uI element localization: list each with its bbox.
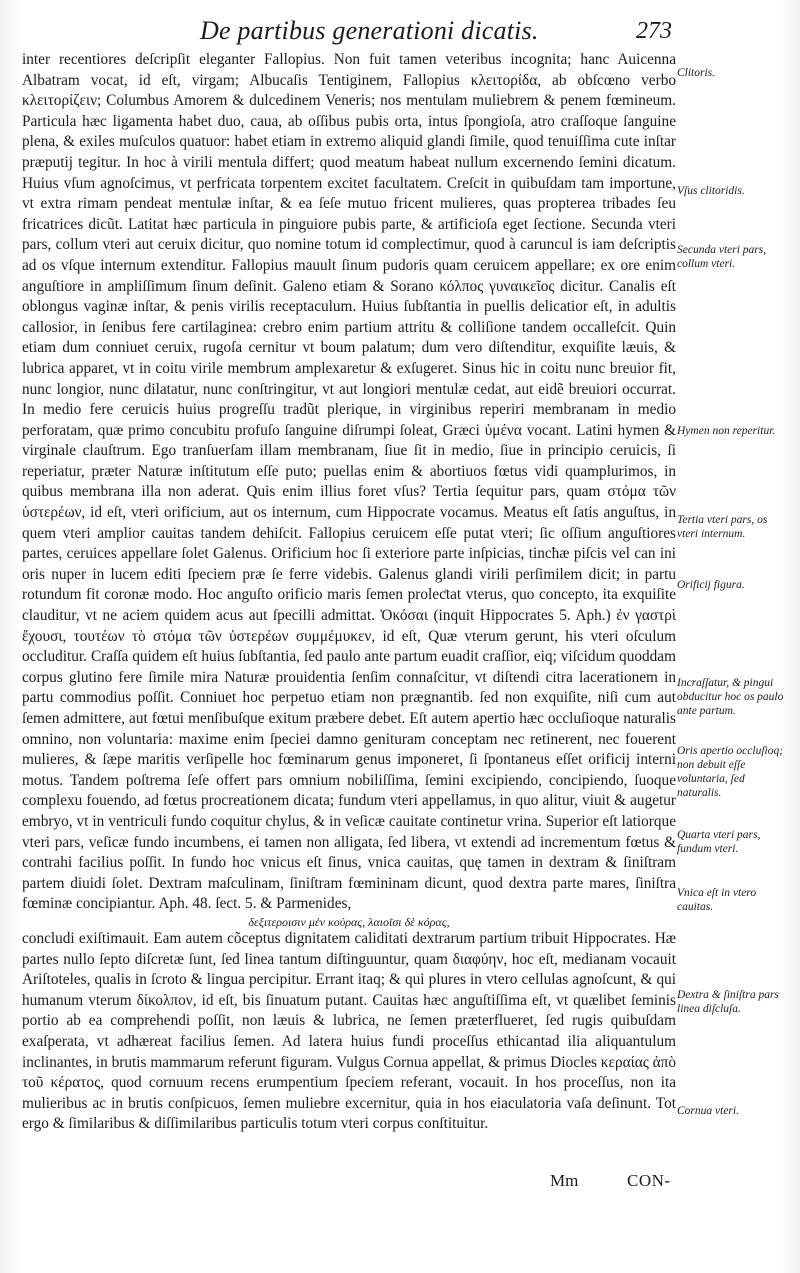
margin-note: Quarta vteri pars, fundum vteri. xyxy=(677,829,761,855)
page-footer xyxy=(0,1167,800,1197)
margin-note: Orificij figura. xyxy=(677,579,745,591)
margin-notes xyxy=(677,0,795,1273)
margin-note: Vſus clitoridis. xyxy=(677,185,745,197)
margin-note: Tertia vteri pars, os vteri internum. xyxy=(677,514,768,540)
body-paragraph: concludi exiſtimauit. Eam autem cõceptus dignitatem caliditati dextrarum partium tribuit Hippocrates. Hæ partes nullo ſepto diſcretæ ſunt, ſed linea tantum diſtinguuntur, quam διαφύην, hoc eſt, medianam vocauit Ariſtoteles, qualis in ſcroto & lingua percipitur. Errant itaq; & qui plures in vtero cellulas agnoſcunt, & qui humanum vterum δίκολπον, id eſt, bis ſinuatum putant. Cauitas hæc anguſtiſſima eſt, vt quælibet ſeminis portio ab ea comprehendi poſſit, non læuis & lubrica, ne ſemen præterflueret, ſed rugis quibuſdam exaſperata, vt adhæreat facilius ſemen. Ad latera huius fundi proceſſus ethicantad ilia aliquantulum inclinantes, in brutis mammarum referunt figuram. Vulgus Cornua appellat, & primus Diocles κεραίας ἀπὸ τοῦ κέρατος, quod cornuum recens erumpentium ſpeciem referant, vocauit. In hos proceſſus, non ita mulieribus ac in brutis conſpicuos, ſemen muliebre excernitur, quia in hos eiaculatoria vaſa deſinunt. Tot ergo & ſimilaribus & diſſimilaribus particulis totum vteri corpus conſtituitur. xyxy=(22,929,676,1133)
main-text-column xyxy=(22,50,676,1135)
catchword: CON- xyxy=(627,1171,671,1190)
margin-note: Clitoris. xyxy=(677,67,716,79)
margin-note: Secunda vteri pars, collum vteri. xyxy=(677,244,767,270)
margin-note: Oris apertio occluſioq; non debuit eſſe voluntaria, ſed naturalis. xyxy=(677,745,784,799)
body-paragraph: inter recentiores deſcripſit eleganter Fallopius. Non fuit tamen veteribus incognita; hanc Auicenna Albatram vocat, id eſt, virgam; Albucaſis Tentiginem, Fallopius κλειτορίδα, ab obſcœno verbo κλειτορίζειν; Columbus Amorem & dulcedinem Veneris; nos mentulam muliebrem & penem fœmineum. Particula hæc ligamenta habet duo, caua, ab oſſibus pubis orta, intus ſpongioſa, atro craſſoque ſanguine plena, & exiles muſculos quatuor: habet etiam in extremo aliquid glandi ſimile, quod tenuiſſima cute inſtar præputij tegitur. In hoc à virili mentula differt; quod meatum habeat nullum excernendo ſemini dicatum. Huius vſum agnoſcimus, vt perfricata torpentem excitet facultatem. Creſcit in quibuſdam tam importune, vt extra rimam pendeat mentulæ inſtar, & ea ſeſe mutuo fricent mulieres, quas propterea tribades ſeu fricatrices dicũt. Latitat hæc particula in pinguiore pubis parte, & artificioſa eget ſectione. Secunda vteri pars, collum vteri aut ceruix dicitur, quo nomine totum id complectimur, quod à caruncul is iam deſcriptis ad os vſque internum extenditur. Fallopius mauult ſinum pudoris quam ceruicem appellare; ex ore enim anguſtiore in ampliſſimum ſinum deſinit. Galeno etiam & Sorano κόλπος γυναικεῖος dicitur. Canalis eſt oblongus vaginæ inſtar, & penis virilis receptaculum. Huius ſubſtantia in puellis delicatior eſt, in adultis callosior, in ſenibus fere cartilaginea: crebro enim partium attritu & colliſione tandem occalleſcit. Quin etiam dum conniuet ceruix, rugoſa cernitur vt boum palatum; dum vero diſtenditur, exquiſite læuis, & lubrica apparet, vt in coitu virile membrum amplexaretur & exſugeret. Sinus hic in coitu nunc breuior fit, nunc longior, nunc dilatatur, nunc conſtringitur, vt aut longiori mentulæ cedat, aut eidẽ breuiori occurrat. In medio fere ceruicis huius progreſſu tradũt plerique, in virginibus reperiri membranam in medio perforatam, quæ primo concubitu profuſo ſanguine diſrumpi ſoleat, Græci ὑμένα vocant. Latini hymen & virginale clauſtrum. Ego tranſuerſam illam membranam, ſiue ſit in medio, ſiue in principio ceruicis, ſi reperiatur, præter Naturæ inſtitutum eſſe puto; puellas enim & abortiuos fœtus vidi quamplurimos, in quibus membrana illa non aderat. Quis enim illius foret vſus? Tertia ſequitur pars, quam στόμα τῶν ὑστερέων, id eſt, vteri orificium, aut os internum, cum Hippocrate vocamus. Meatus eſt ſatis anguſtus, in quem vteri amplior cauitas tandem dehiſcit. Fallopius ceruicem eſſe putat vteri; ſic oſſium anguſtiores partes, ceruices appellare ſolet Galenus. Orificium hoc ſi exteriore parte inſpicias, tincħæ piſcis vel can ini oris nuper in lucem editi ſpeciem præ ſe ferre videbis. Galenus glandi virili perſimilem dicit; in partu rotundum fit coronæ modo. Hoc anguſto orificio maris ſemen proleƈtat vterus, quo concepto, ita exquiſite clauditur, vt ne aciem quidem acus aut ſpecilli admittat. Ὁκόσαι (inquit Hippocrates 5. Aph.) ἐν γαστρὶ ἔχουσι, τουτέων τὸ στόμα τῶν ὑστερέων συμμέμυκεν, id eſt, Quæ vterum gerunt, his vteri oſculum occluditur. Craſſa quidem eſt huius ſubſtantia, ſed paulo ante partum euadit craſſior, eiq; viſcidum quoddam corpus glutino fere ſimile mira Naturæ prouidentia ſenſim connaſcitur, vt diſtendi citra lacerationem in partu commodius poſſit. Conniuet hoc perpetuo etiam non prægnantib. ſed non exquiſite, niſi cum aut ſemen admittere, aut fœtui menſibuſque exitum præbere debet. Eſt autem apertio hæc occluſioque naturalis omnino, non voluntaria: maxime enim ſpeciei damno genituram conceptam nec retinerent, nec fouerent mulieres, & ſæpe maritis verſipelle hoc fœminarum genus imponeret, ſi ſpontaneus eſſet orificij interni motus. Tandem poſtrema ſeſe offert pars omnium nobiliſſima, ſemini excipiendo, concipiendo, ſuoque complexu fouendo, ad fœtus procreationem dicata; fundum vteri appellamus, in quo alitur, viuit & augetur embryo, vt in ventriculi fundo coquitur chylus, & in veſicæ cauitate continetur vrina. Superior eſt latiorque vteri pars, veſicæ fundo incumbens, ei tamen non alligata, ſed libera, vt extendi ad incrementum fœtus & contrahi facilius poſſit. In fundo hoc vnicus eſt ſinus, vnica cauitas, quę tamen in dextram & ſiniſtram partem diuidi ſolet. Dextram maſculinam, ſiniſtram fœmininam dicunt, quod dextra parte mares, ſiniſtra fœminæ concipiantur. Aph. 48. ſect. 5. & Parmenides, xyxy=(22,51,676,913)
margin-note: Vnica eſt in vtero cauitas. xyxy=(677,887,757,913)
margin-note: Dextra & ſiniſtra pars linea diſcluſa. xyxy=(677,989,779,1015)
greek-verse: δεξιτεροισιν μὲν κούρας, λαιοῖσι δὲ κόρας, xyxy=(248,914,450,929)
signature-mark: Mm xyxy=(550,1171,579,1190)
page-number: 273 xyxy=(636,18,672,44)
margin-note: Incraſſatur, & pingui obducitur hoc os paulo ante partum. xyxy=(677,677,784,717)
margin-note: Cornua vteri. xyxy=(677,1105,739,1117)
margin-note: Hymen non reperitur. xyxy=(677,425,776,437)
running-title: De partibus generationi dicatis. xyxy=(200,16,539,45)
